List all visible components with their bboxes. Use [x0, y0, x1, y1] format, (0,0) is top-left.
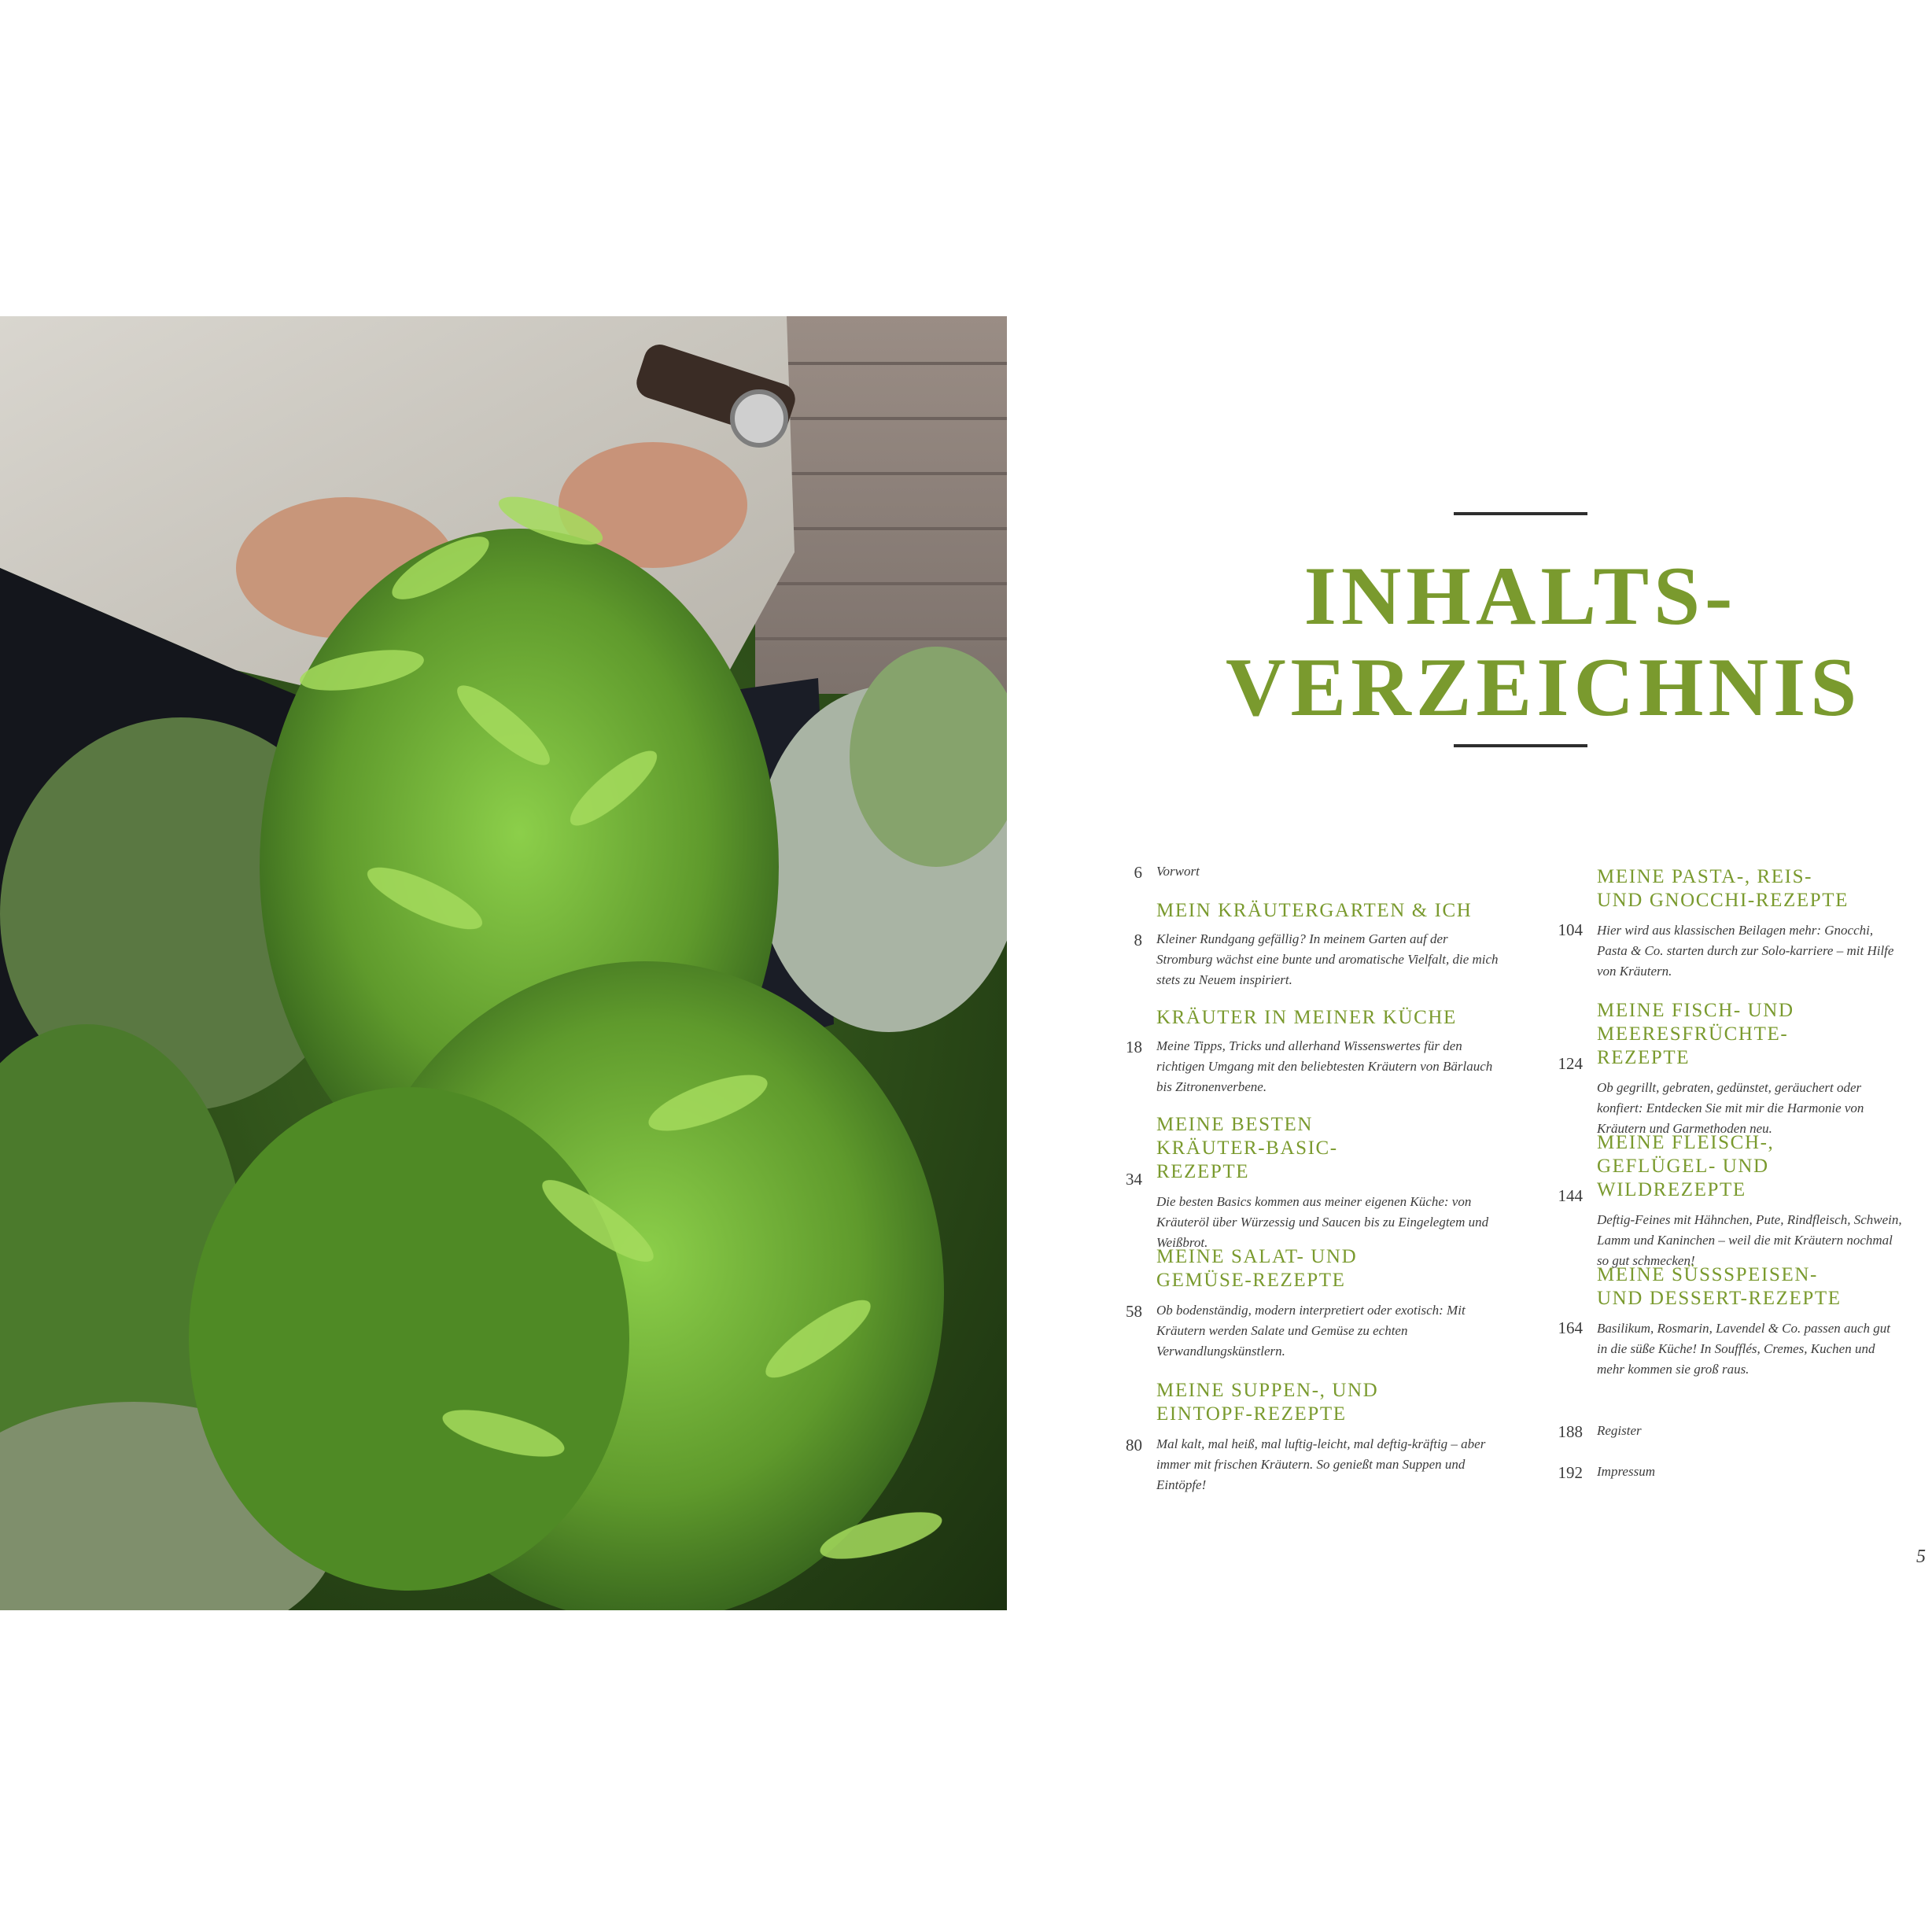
toc-heading: MEINE SALAT- UND GEMÜSE-REZEPTE: [1156, 1246, 1358, 1291]
toc-description: Die besten Basics kommen aus meiner eigenen Küche: von Kräuteröl über Würzessig und Saucen bis zu Eingelegtem und Weißbrot.: [1156, 1194, 1489, 1250]
toc-heading: MEINE SUPPEN-, UND EINTOPF-REZEPTE: [1156, 1380, 1379, 1425]
toc-page-number: 192: [1558, 1463, 1583, 1482]
page-title: [1226, 550, 1862, 733]
toc-heading: MEINE BESTEN KRÄUTER-BASIC-REZEPTE: [1156, 1114, 1338, 1182]
toc-page-number: 188: [1558, 1422, 1583, 1441]
toc-entry[interactable]: [1101, 899, 1605, 1001]
title-rule-top: [1454, 512, 1587, 515]
toc-entry-label: Vorwort: [1156, 864, 1200, 879]
toc-page-number: 104: [1558, 920, 1583, 939]
toc-description: Meine Tipps, Tricks und allerhand Wissenswertes für den richtigen Umgang mit den beliebtesten Kräutern von Bärlauch bis Zitronenverbene.: [1156, 1038, 1493, 1094]
toc-entry[interactable]: [1542, 999, 1904, 1136]
toc-page-number: 34: [1126, 1170, 1142, 1189]
toc-entry[interactable]: [1542, 865, 1904, 999]
toc-entry-label: Impressum: [1597, 1464, 1655, 1479]
toc-heading: MEINE FLEISCH-, GEFLÜGEL- UND WILDREZEPTE: [1597, 1132, 1775, 1200]
toc-heading: KRÄUTER IN MEINER KÜCHE: [1156, 1007, 1457, 1028]
toc-entry[interactable]: [1101, 1245, 1605, 1379]
toc-heading: MEINE PASTA-, REIS- UND GNOCCHI-REZEPTE: [1597, 866, 1849, 911]
toc-entry[interactable]: [1101, 1379, 1605, 1513]
toc-description: Mal kalt, mal heiß, mal luftig-leicht, mal deftig-kräftig – aber immer mit frischen Kräutern. So genießt man Suppen und Eintöpfe!: [1156, 1436, 1486, 1492]
toc-heading: MEINE SÜSSSPEISEN- UND DESSERT-REZEPTE: [1597, 1264, 1842, 1309]
toc-page-number: 18: [1126, 1038, 1142, 1056]
title-rule-bottom: [1454, 744, 1587, 747]
toc-entry[interactable]: [1542, 1462, 1904, 1493]
toc-column-left: [1101, 861, 1605, 1505]
toc-page-number: 144: [1558, 1186, 1583, 1205]
toc-description: Basilikum, Rosmarin, Lavendel & Co. passen auch gut in die süße Küche! In Soufflés, Cremes, Kuchen und mehr kommen sie groß raus.: [1597, 1321, 1891, 1377]
title-line-1: INHALTS-: [1303, 550, 1738, 642]
toc-entry[interactable]: [1101, 1113, 1605, 1250]
toc-entry[interactable]: [1542, 1131, 1904, 1268]
toc-column-right: [1542, 865, 1904, 1493]
toc-heading: MEIN KRÄUTERGARTEN & ICH: [1156, 900, 1473, 921]
toc-description: Deftig-Feines mit Hähnchen, Pute, Rindfleisch, Schwein, Lamm und Kaninchen – weil die mit Kräutern nochmal so gut schmecken!: [1597, 1212, 1902, 1268]
toc-description: Hier wird aus klassischen Beilagen mehr: Gnocchi, Pasta & Co. starten durch zur Solo-karriere – mit Hilfe von Kräutern.: [1597, 923, 1894, 979]
toc-entry[interactable]: [1542, 1421, 1904, 1462]
toc-description: Ob bodenständig, modern interpretiert oder exotisch: Mit Kräutern werden Salate und Gemüse zu echten Verwandlungskünstlern.: [1156, 1303, 1466, 1359]
toc-entry[interactable]: [1101, 861, 1605, 899]
toc-entry[interactable]: [1101, 1006, 1605, 1108]
toc-page-number: 124: [1558, 1054, 1583, 1073]
toc-page-number: 164: [1558, 1318, 1583, 1337]
toc-entry[interactable]: [1542, 1263, 1904, 1421]
toc-page-number: 80: [1126, 1436, 1142, 1455]
toc-heading: MEINE FISCH- UND MEERESFRÜCHTE-REZEPTE: [1597, 1000, 1794, 1068]
herb-photo-illustration: [0, 316, 1007, 1610]
herb-garden-photo: [0, 316, 1007, 1610]
toc-page-number: 58: [1126, 1302, 1142, 1321]
toc-page-number: 6: [1134, 863, 1142, 882]
page-number: 5: [1916, 1547, 1926, 1567]
toc-description: Kleiner Rundgang gefällig? In meinem Garten auf der Stromburg wächst eine bunte und aromatische Vielfalt, die mich stets zu Neuem inspiriert.: [1156, 931, 1499, 987]
toc-description: Ob gegrillt, gebraten, gedünstet, geräuchert oder konfiert: Entdecken Sie mit mir die Harmonie von Kräutern und Garmethoden neu.: [1597, 1080, 1864, 1136]
toc-page-number: 8: [1134, 931, 1142, 949]
title-line-2: VERZEICHNIS: [1226, 641, 1862, 733]
toc-entry-label: Register: [1597, 1423, 1642, 1438]
